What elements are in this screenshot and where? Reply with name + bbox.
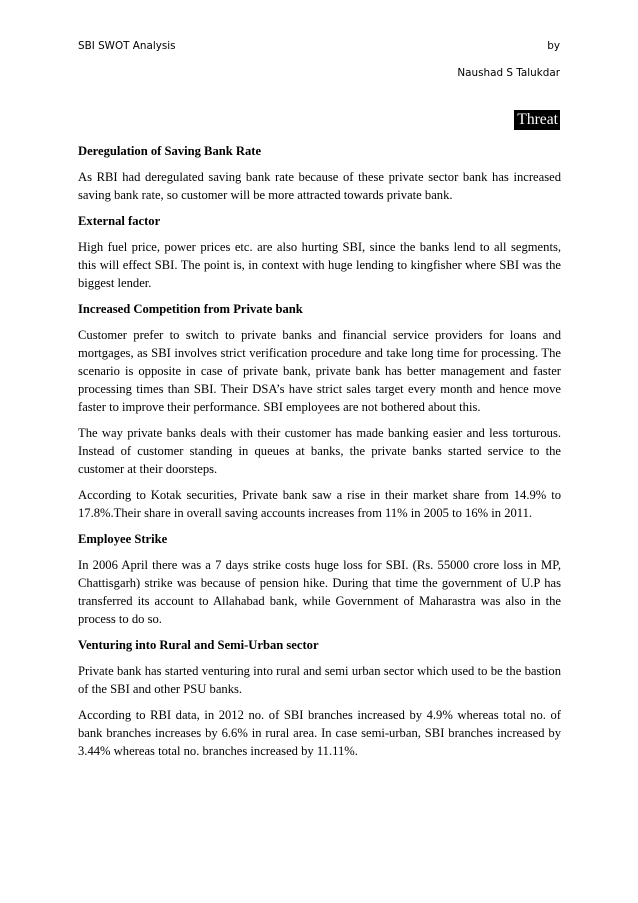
paragraph: As RBI had deregulated saving bank rate because of these private sector bank has increased saving bank rate, so customer will be more attracted towards private bank.	[78, 170, 561, 202]
heading-employee-strike: Employee Strike	[78, 532, 168, 546]
header-by: by	[547, 40, 560, 52]
heading-venturing-rural: Venturing into Rural and Semi-Urban sector	[78, 638, 319, 652]
paragraph: In 2006 April there was a 7 days strike costs huge loss for SBI. (Rs. 55000 crore loss in MP, Chattisgarh) strike was because of pension hike. During that time the government of U.P has transferred its account to Allahabad bank, while Government of Maharastra was also in the process to do so.	[78, 558, 561, 626]
section-label-threat: Threat	[514, 110, 560, 130]
paragraph: The way private banks deals with their customer has made banking easier and less torturous. Instead of customer standing in queues at banks, the private banks started service to the customer at their doorsteps.	[78, 426, 561, 476]
heading-external-factor: External factor	[78, 214, 161, 228]
paragraph: Private bank has started venturing into rural and semi urban sector which used to be the bastion of the SBI and other PSU banks.	[78, 664, 561, 696]
paragraph: According to Kotak securities, Private bank saw a rise in their market share from 14.9% to 17.8%.Their share in overall saving accounts increases from 11% in 2005 to 16% in 2011.	[78, 488, 561, 520]
paragraph: High fuel price, power prices etc. are also hurting SBI, since the banks lend to all segments, this will effect SBI. The point is, in context with huge lending to kingfisher where SBI was the biggest lender.	[78, 240, 561, 290]
heading-deregulation: Deregulation of Saving Bank Rate	[78, 144, 262, 158]
header-author: Naushad S Talukdar	[457, 67, 560, 79]
paragraph: According to RBI data, in 2012 no. of SBI branches increased by 4.9% whereas total no. of bank branches increases by 6.6% in rural area. In case semi-urban, SBI branches increased by 3.44% whereas total no. branches increased by 11.11%.	[78, 708, 561, 758]
paragraph: Customer prefer to switch to private banks and financial service providers for loans and mortgages, as SBI involves strict verification procedure and take long time for processing. The scenario is opposite in case of private bank, private bank has better management and faster processing times than SBI. Their DSA’s have strict sales target every month and hence move faster to improve their performance. SBI employees are not bothered about this.	[78, 328, 561, 414]
document-body	[78, 142, 561, 768]
header-doc-title: SBI SWOT Analysis	[78, 40, 176, 52]
heading-increased-competition: Increased Competition from Private bank	[78, 302, 303, 316]
